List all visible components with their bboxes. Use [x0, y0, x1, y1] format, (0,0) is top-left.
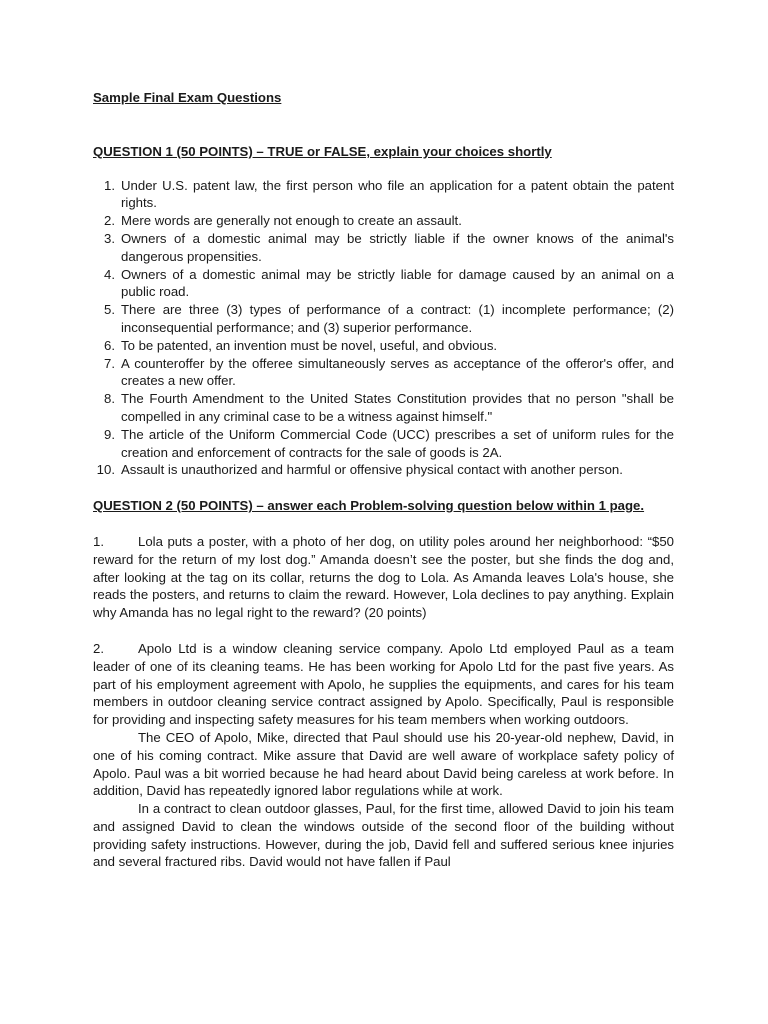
list-item: 1. Under U.S. patent law, the first person who file an application for a patent obtain the patent rights.	[104, 177, 674, 211]
list-item: 9. The article of the Uniform Commercial Code (UCC) prescribes a set of uniform rules for the creation and enforcement of contracts for the sale of goods is 2A.	[104, 426, 674, 460]
problem1-text: Lola puts a poster, with a photo of her dog, on utility poles around her neighborhood: “$50 reward for the return of my lost dog.” Amanda doesn’t see the poster, but she finds the dog and, after looking at the tag on its collar, returns the dog to Lola. As Amanda leaves Lola's house, she reads the posters, and returns to claim the reward. However, Lola declines to pay anything. Explain why Amanda has no legal right to the reward? (20 points)	[93, 533, 674, 621]
list-item: 8. The Fourth Amendment to the United States Constitution provides that no person "shall be compelled in any criminal case to be a witness against himself."	[104, 391, 674, 424]
problem2-paragraph	[93, 640, 674, 729]
list-item: 5. There are three (3) types of performance of a contract: (1) incomplete performance; (2) inconsequential performance; and (3) superior performance.	[104, 302, 674, 335]
problem1-number: 1.	[93, 533, 104, 549]
question2-heading: QUESTION 2 (50 POINTS) – answer each Problem-solving question below within 1 page.	[93, 498, 645, 514]
question1-heading: QUESTION 1 (50 POINTS) – TRUE or FALSE, explain your choices shortly	[93, 143, 552, 159]
list-item: 6. To be patented, an invention must be novel, useful, and obvious.	[104, 337, 498, 353]
problem2-paragraph-2: The CEO of Apolo, Mike, directed that Paul should use his 20-year-old nephew, David, in one of his coming contract. Mike assure that David are well aware of workplace safety policy of Apolo. Paul was a bit worried because he had heard about David being careless at work before. In addition, David has repeatedly ignored labor regulations while at work.	[93, 729, 674, 799]
list-item: 3. Owners of a domestic animal may be strictly liable if the owner knows of the animal's dangerous propensities.	[104, 230, 674, 264]
document-body	[93, 89, 674, 871]
list-item: 4. Owners of a domestic animal may be strictly liable for damage caused by an animal on a public road.	[104, 266, 674, 300]
problem2-text: Apolo Ltd is a window cleaning service company. Apolo Ltd employed Paul as a team leader of one of its cleaning teams. He has been working for Apolo Ltd for the past five years. As part of his employment agreement with Apolo, he supplies the equipments, and cares for his team members in outdoor cleaning service contract assigned by Apolo. Specifically, Paul is responsible for providing and inspecting safety measures for his team members when working outdoors.	[93, 640, 674, 728]
problem2-number: 2.	[93, 640, 104, 656]
problem1-paragraph	[93, 533, 674, 622]
list-item: 7. A counteroffer by the offeree simultaneously serves as acceptance of the offeror's offer, and creates a new offer.	[104, 355, 674, 389]
document-title: Sample Final Exam Questions	[93, 90, 282, 105]
problem2-paragraph-3: In a contract to clean outdoor glasses, Paul, for the first time, allowed David to join his team and assigned David to clean the windows outside of the second floor of the building without providing safety instructions. However, during the job, David fell and suffered serious knee injuries and several fractured ribs. David would not have fallen if Paul	[93, 801, 674, 870]
question1-list	[93, 177, 674, 480]
list-item: 10. Assault is unauthorized and harmful or offensive physical contact with another person.	[96, 462, 623, 478]
list-item: 2. Mere words are generally not enough to create an assault.	[104, 213, 462, 229]
